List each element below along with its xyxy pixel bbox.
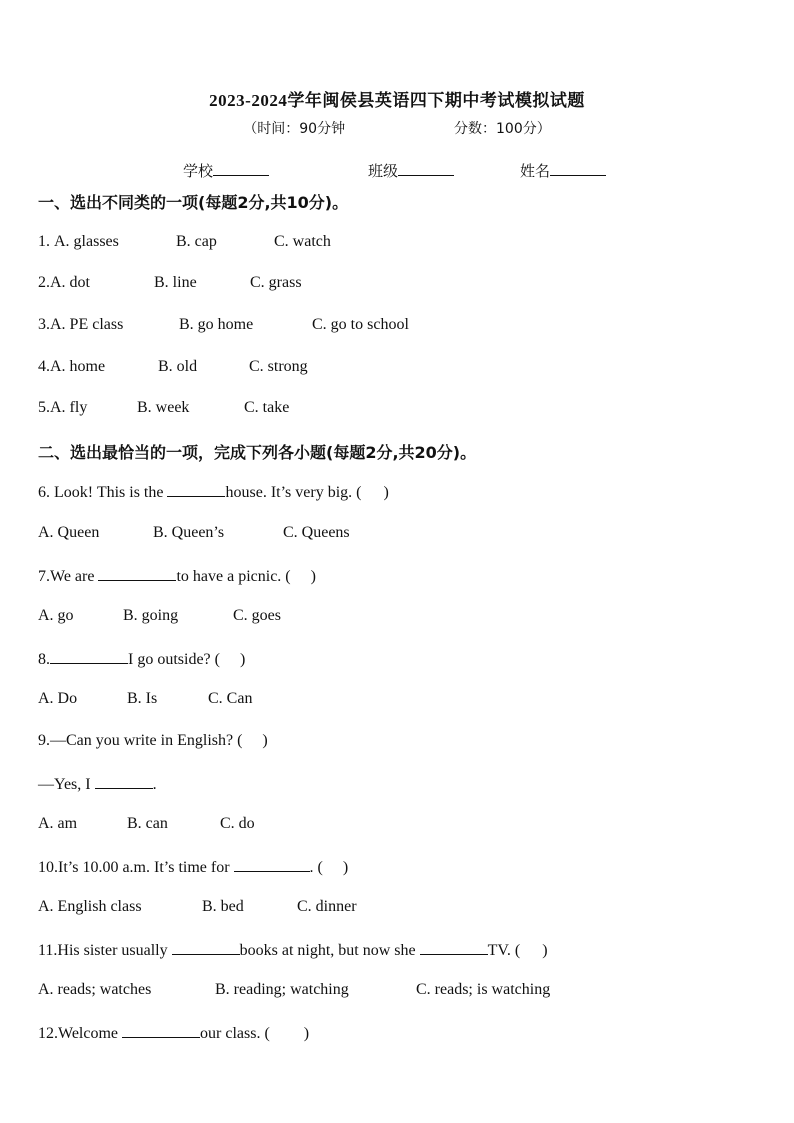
question-stem: ) [239, 651, 246, 668]
answer-blank[interactable] [167, 482, 225, 497]
question-stem: ) [262, 732, 268, 749]
question-stem: TV. ( [487, 942, 521, 959]
answer-blank[interactable] [98, 566, 176, 581]
question-stem: ) [303, 1025, 310, 1042]
question-9 [38, 732, 268, 750]
exam-time: （时间：90分钟 [243, 121, 346, 137]
option-c[interactable]: C. dinner [297, 898, 357, 915]
option-a[interactable]: A. go [38, 607, 74, 624]
question-12 [38, 1023, 309, 1043]
question-stem: —Yes, I [38, 776, 91, 793]
option-c[interactable]: C. Queens [283, 524, 350, 541]
exam-title: 2023-2024学年闽侯县英语四下期中考试模拟试题 [209, 91, 585, 110]
question-number: 3. [38, 316, 50, 333]
question-stem: to have a picnic. ( [176, 568, 291, 585]
school-field [183, 160, 269, 181]
question-number: 4. [38, 358, 50, 375]
section-2-heading: 二、选出最恰当的一项，完成下列各小题(每题2分,共20分)。 [38, 443, 477, 462]
class-label: 班级 [368, 162, 399, 180]
option-a[interactable]: A. glasses [54, 233, 119, 250]
question-6-options [38, 524, 350, 542]
answer-blank[interactable] [95, 774, 153, 789]
question-stem: I go outside? ( [128, 651, 220, 668]
answer-blank[interactable] [234, 857, 310, 872]
question-9-reply [38, 774, 157, 794]
option-a[interactable]: A. home [50, 358, 106, 375]
question-7 [38, 566, 316, 586]
name-blank[interactable] [550, 161, 606, 176]
question-10 [38, 857, 348, 877]
question-2 [38, 274, 302, 292]
question-stem: ) [542, 942, 548, 959]
question-stem: 6. Look! This is the [38, 484, 164, 501]
option-c[interactable]: C. grass [250, 274, 302, 291]
question-11-options [38, 981, 550, 999]
question-5 [38, 399, 289, 417]
option-c[interactable]: C. take [244, 399, 290, 416]
option-b[interactable]: B. line [154, 274, 197, 291]
question-number: 1. [38, 233, 50, 250]
question-stem: books at night, but now she [239, 942, 416, 959]
question-stem: 7.We are [38, 568, 95, 585]
option-c[interactable]: C. reads; is watching [416, 981, 551, 998]
answer-blank[interactable] [122, 1023, 200, 1038]
option-a[interactable]: A. fly [50, 399, 88, 416]
option-b[interactable]: B. old [158, 358, 198, 375]
question-stem: . ( [309, 859, 323, 876]
question-stem: ) [342, 859, 349, 876]
question-6 [38, 482, 389, 502]
answer-blank[interactable] [50, 649, 128, 664]
answer-blank[interactable] [420, 940, 488, 955]
question-stem: house. It’s very big. ( [225, 484, 362, 501]
option-a[interactable]: A. English class [38, 898, 142, 915]
school-blank[interactable] [213, 161, 269, 176]
question-stem: our class. ( [200, 1025, 270, 1042]
option-b[interactable]: B. Is [127, 690, 158, 707]
option-b[interactable]: B. cap [176, 233, 217, 250]
option-b[interactable]: B. week [137, 399, 190, 416]
question-stem: 10.It’s 10.00 a.m. It’s time for [38, 859, 230, 876]
question-7-options [38, 607, 281, 625]
question-stem: 9.—Can you write in English? ( [38, 732, 243, 749]
option-a[interactable]: A. PE class [50, 316, 124, 333]
option-c[interactable]: C. goes [233, 607, 281, 624]
option-b[interactable]: B. can [127, 815, 168, 832]
option-a[interactable]: A. reads; watches [38, 981, 152, 998]
option-c[interactable]: C. Can [208, 690, 253, 707]
section-1-heading: 一、选出不同类的一项(每题2分,共10分)。 [38, 193, 349, 212]
option-a[interactable]: A. Do [38, 690, 78, 707]
answer-blank[interactable] [172, 940, 240, 955]
question-stem: ) [383, 484, 389, 501]
class-blank[interactable] [398, 161, 454, 176]
question-4 [38, 358, 308, 376]
question-8-options [38, 690, 252, 708]
option-b[interactable]: B. Queen’s [153, 524, 225, 541]
name-field [520, 160, 606, 181]
option-a[interactable]: A. am [38, 815, 78, 832]
option-c[interactable]: C. watch [274, 233, 331, 250]
option-c[interactable]: C. strong [249, 358, 308, 375]
question-number: 5. [38, 399, 50, 416]
question-1 [38, 233, 331, 251]
question-9-options [38, 815, 255, 833]
question-11 [38, 940, 548, 960]
class-field [368, 160, 454, 181]
exam-subtitle [0, 118, 794, 138]
question-stem: 12.Welcome [38, 1025, 119, 1042]
question-8 [38, 649, 245, 669]
option-c[interactable]: C. go to school [312, 316, 409, 333]
question-10-options [38, 898, 357, 916]
question-stem: 8. [38, 651, 50, 668]
question-stem: ) [310, 568, 316, 585]
name-label: 姓名 [520, 162, 551, 180]
option-b[interactable]: B. go home [179, 316, 254, 333]
question-3 [38, 316, 409, 334]
school-label: 学校 [183, 162, 214, 180]
option-a[interactable]: A. Queen [38, 524, 100, 541]
option-b[interactable]: B. going [123, 607, 179, 624]
option-b[interactable]: B. reading; watching [215, 981, 349, 998]
question-stem: . [152, 776, 157, 793]
question-number: 2. [38, 274, 50, 291]
option-b[interactable]: B. bed [202, 898, 244, 915]
question-stem: 11.His sister usually [38, 942, 168, 959]
option-c[interactable]: C. do [220, 815, 255, 832]
exam-score: 分数：100分） [454, 121, 551, 137]
option-a[interactable]: A. dot [50, 274, 90, 291]
